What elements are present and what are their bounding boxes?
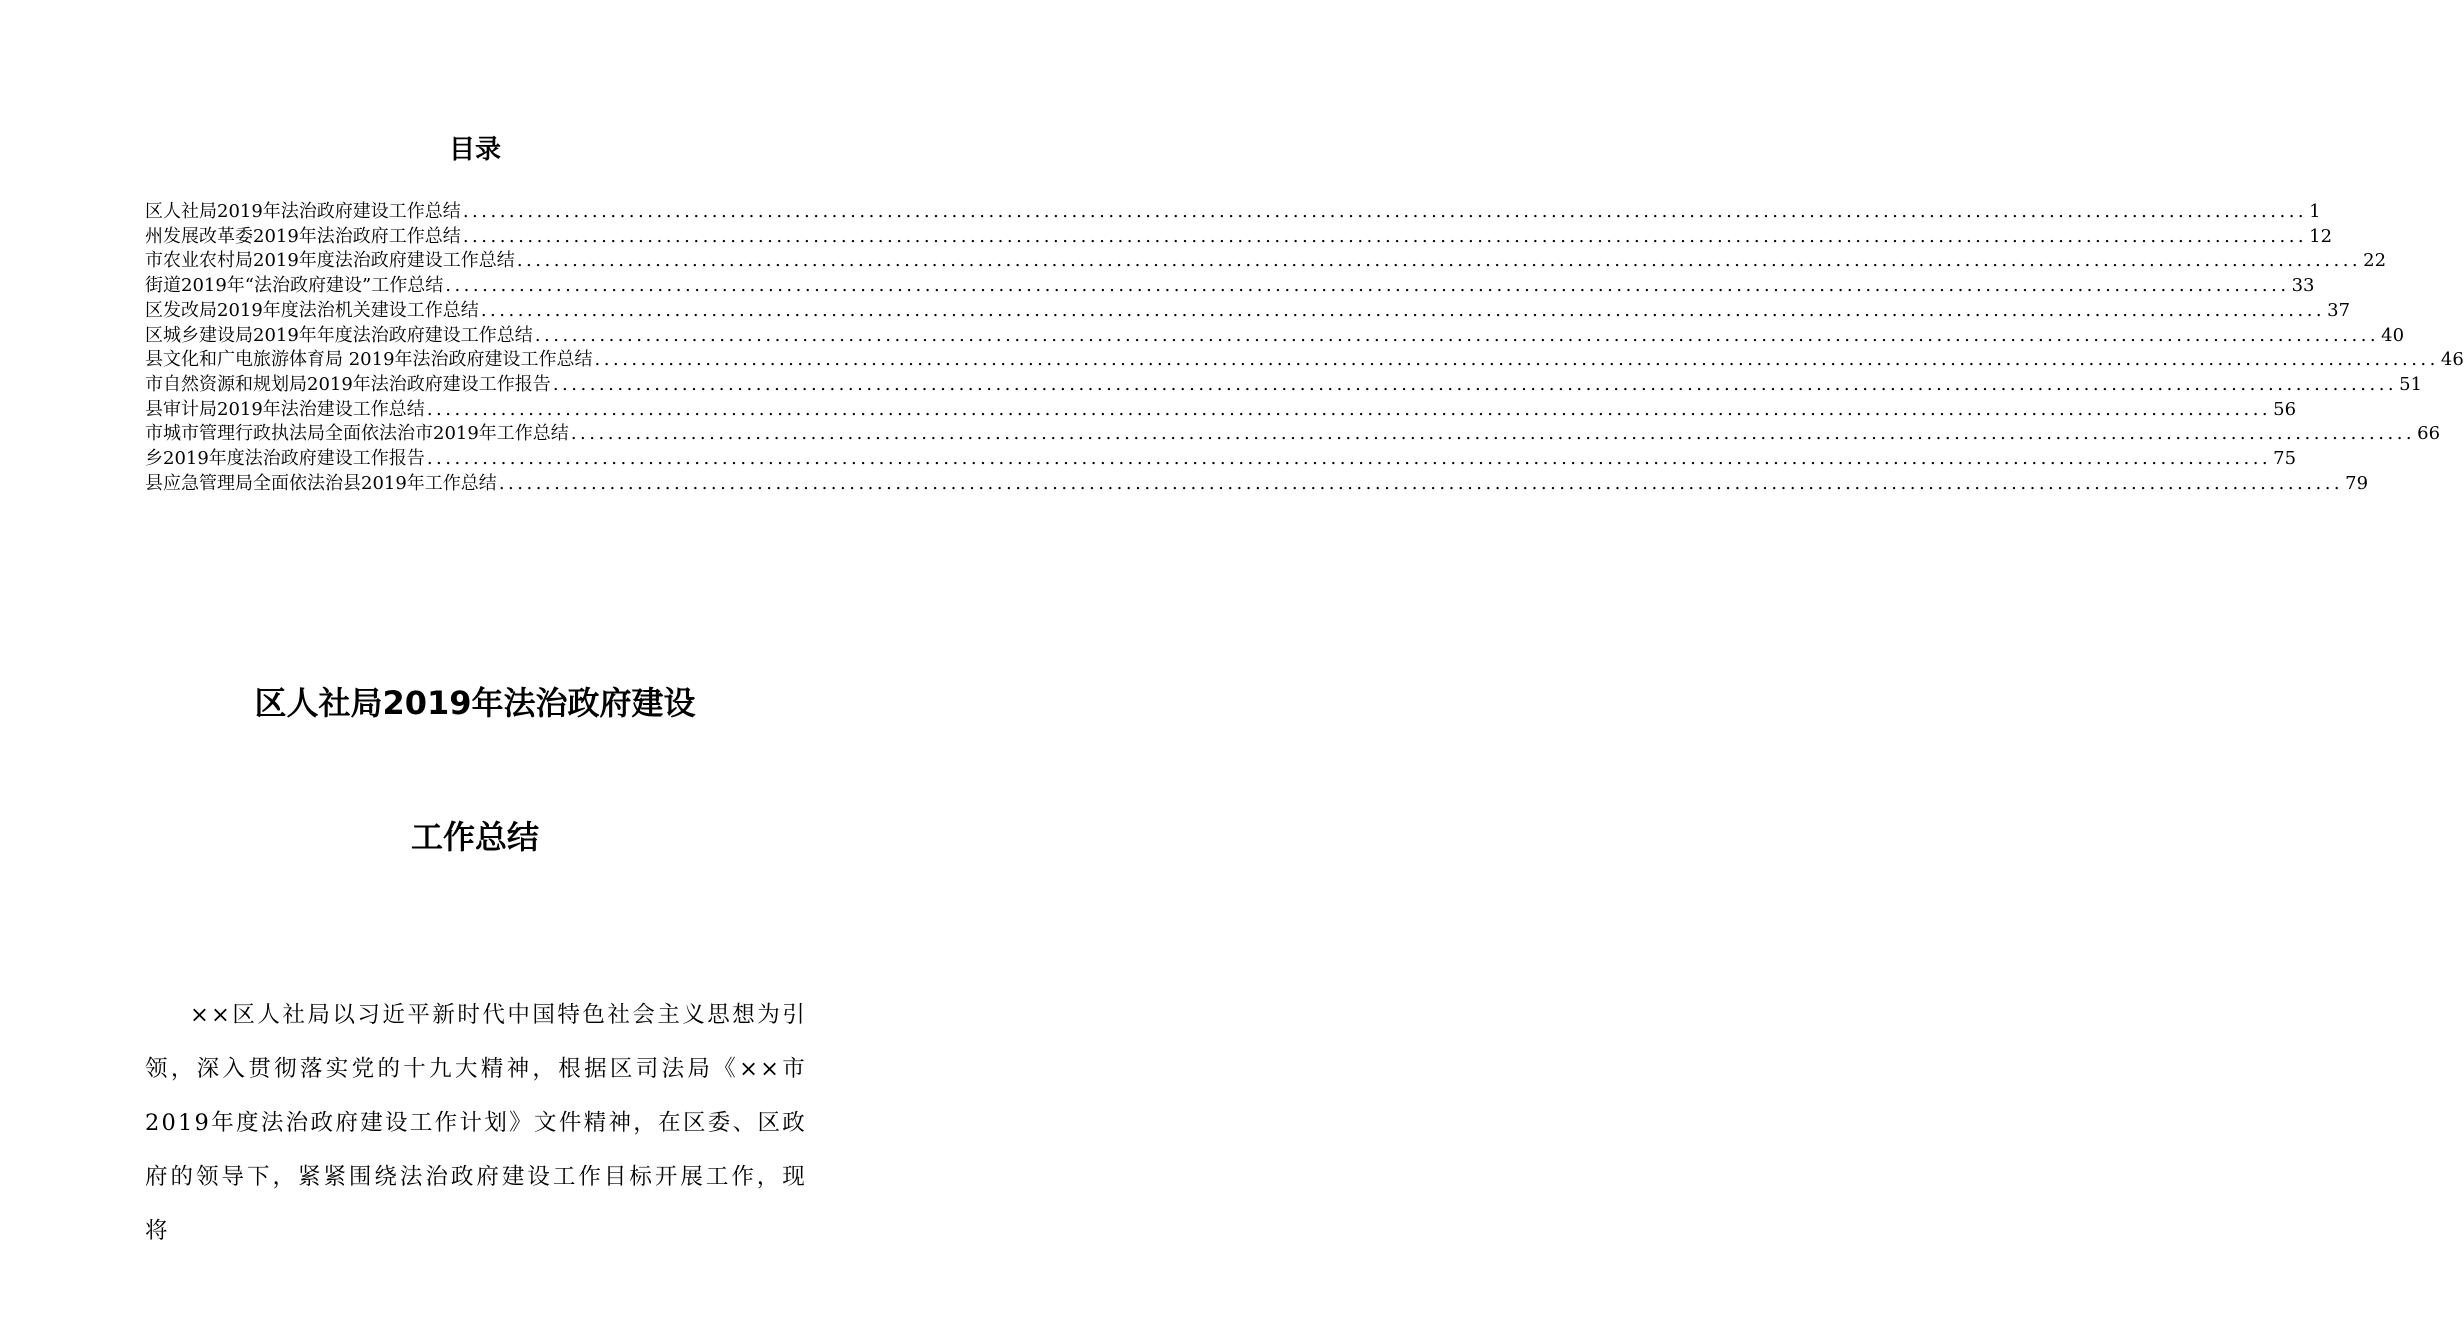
toc-dot-leader: ........................................................................................................................................................................................................ <box>498 472 2344 494</box>
toc-entry-page-number: 37 <box>2327 299 2351 321</box>
toc-entry-page-number: 75 <box>2273 448 2297 470</box>
toc-entry[interactable] <box>145 324 2405 349</box>
toc-entry-title: 区城乡建设局2019年年度法治政府建设工作总结 <box>145 324 533 346</box>
toc-entry-title: 市自然资源和规划局2019年法治政府建设工作报告 <box>145 373 551 395</box>
toc-entry-page-number: 40 <box>2381 324 2405 346</box>
toc-entry-page-number: 79 <box>2345 472 2369 494</box>
toc-entry-page-number: 22 <box>2363 250 2387 272</box>
toc-dot-leader: ........................................................................................................................................................................................................ <box>516 250 2362 272</box>
toc-entry-title: 市城市管理行政执法局全面依法治市2019年工作总结 <box>145 423 569 445</box>
toc-entry-page-number: 51 <box>2399 373 2423 395</box>
toc-entry[interactable] <box>145 274 2315 299</box>
document-title-line-1: 区人社局2019年法治政府建设 <box>254 684 696 722</box>
toc-entry-page-number: 1 <box>2309 201 2321 222</box>
toc-entry-title: 州发展改革委2019年法治政府工作总结 <box>145 225 461 247</box>
body-paragraph: ××区人社局以习近平新时代中国特色社会主义思想为引领，深入贯彻落实党的十九大精神，根据区司法局《××市2019年度法治政府建设工作计划》文件精神，在区委、区政府的领导下，紧紧围绕法治政府建设工作目标开展工作，现将 <box>145 1002 807 1244</box>
toc-dot-leader: ........................................................................................................................................................................................................ <box>426 398 2272 420</box>
toc-dot-leader: ........................................................................................................................................................................................................ <box>426 448 2272 470</box>
toc-entry[interactable] <box>145 398 2297 423</box>
toc-entry-title: 街道2019年“法治政府建设”工作总结 <box>145 275 444 297</box>
toc-entry-page-number: 46 <box>2440 349 2464 371</box>
toc-entry[interactable] <box>145 200 2321 225</box>
toc-entry[interactable] <box>145 447 2297 472</box>
table-of-contents <box>145 200 2464 496</box>
toc-entry-title: 区人社局2019年法治政府建设工作总结 <box>145 201 461 222</box>
toc-entry-title: 市农业农村局2019年度法治政府建设工作总结 <box>145 250 515 272</box>
toc-dot-leader: ........................................................................................................................................................................................................ <box>594 349 2439 371</box>
toc-dot-leader: ........................................................................................................................................................................................................ <box>570 423 2416 445</box>
toc-entry-title: 乡2019年度法治政府建设工作报告 <box>145 448 425 470</box>
toc-entry-page-number: 33 <box>2291 275 2315 297</box>
toc-entry-page-number: 56 <box>2273 398 2297 420</box>
toc-dot-leader: ........................................................................................................................................................................................................ <box>445 275 2290 297</box>
toc-entry[interactable] <box>145 299 2351 324</box>
toc-entry-title: 县文化和广电旅游体育局 2019年法治政府建设工作总结 <box>145 349 593 371</box>
toc-entry-title: 县应急管理局全面依法治县2019年工作总结 <box>145 472 497 494</box>
toc-dot-leader: ........................................................................................................................................................................................................ <box>552 373 2398 395</box>
toc-entry[interactable] <box>145 373 2423 398</box>
toc-dot-leader: ........................................................................................................................................................................................................ <box>462 225 2308 247</box>
toc-dot-leader: ........................................................................................................................................................................................................ <box>462 201 2308 222</box>
toc-entry-title: 区发改局2019年度法治机关建设工作总结 <box>145 299 479 321</box>
toc-entry[interactable] <box>145 348 2464 373</box>
toc-entry-page-number: 12 <box>2309 225 2333 247</box>
toc-heading: 目录 <box>448 135 501 165</box>
toc-entry-page-number: 66 <box>2417 423 2441 445</box>
toc-dot-leader: ........................................................................................................................................................................................................ <box>534 324 2380 346</box>
toc-entry[interactable] <box>145 472 2369 497</box>
toc-entry-title: 县审计局2019年法治建设工作总结 <box>145 398 425 420</box>
toc-dot-leader: ........................................................................................................................................................................................................ <box>480 299 2326 321</box>
toc-entry[interactable] <box>145 249 2387 274</box>
document-title-line-2: 工作总结 <box>410 818 539 856</box>
toc-entry[interactable] <box>145 422 2441 447</box>
toc-entry[interactable] <box>145 225 2333 250</box>
